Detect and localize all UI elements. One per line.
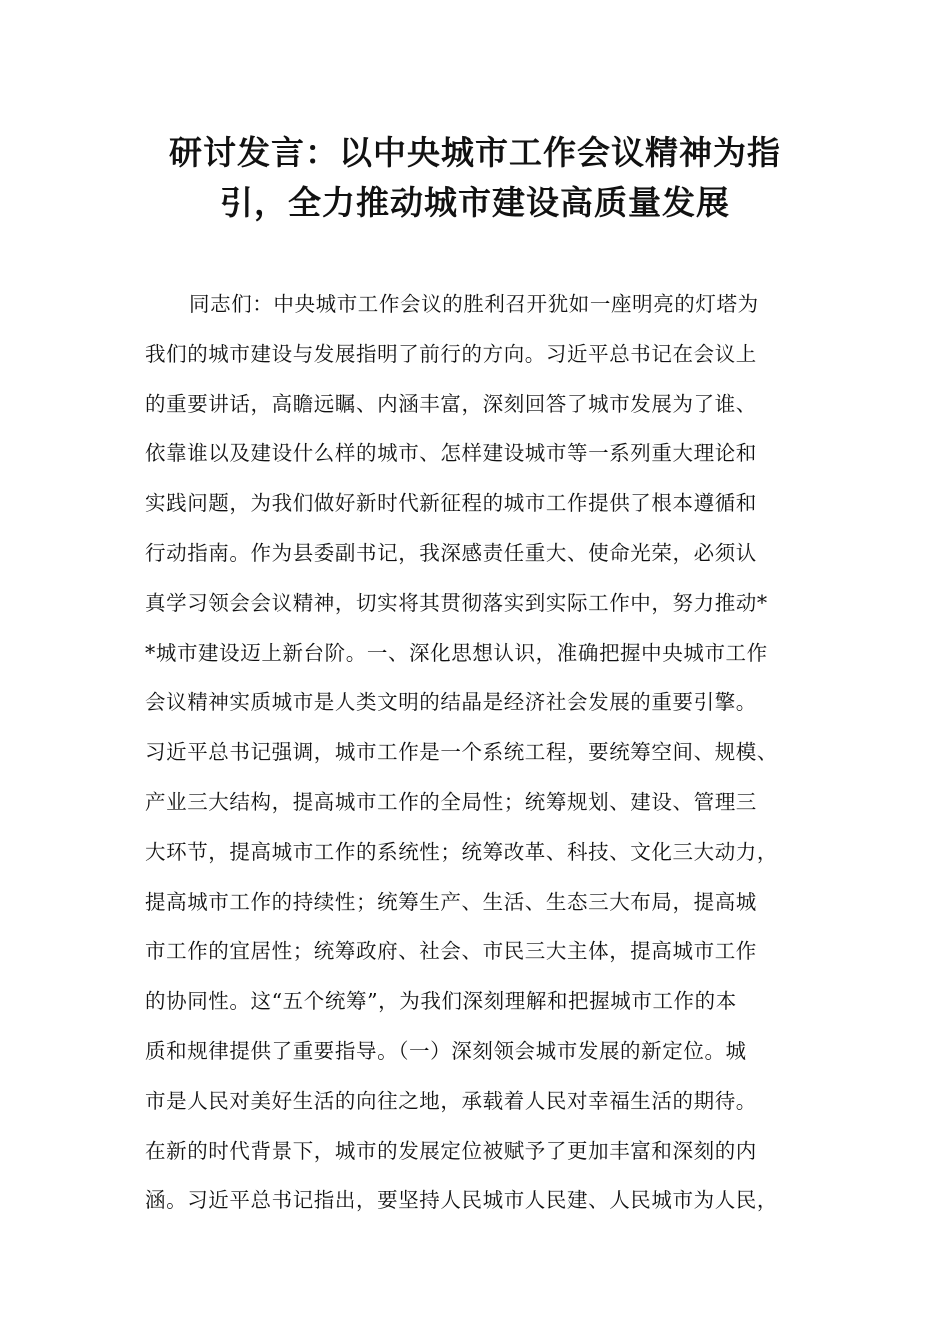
body-line: 实践问题，为我们做好新时代新征程的城市工作提供了根本遵循和: [145, 491, 757, 516]
document-title: [100, 128, 850, 228]
body-line: 提高城市工作的持续性；统筹生产、生活、生态三大布局，提高城: [145, 889, 757, 914]
body-line: 我们的城市建设与发展指明了前行的方向。习近平总书记在会议上: [145, 341, 757, 366]
body-line: 市是人民对美好生活的向往之地，承载着人民对幸福生活的期待。: [145, 1088, 757, 1113]
body-line: 大环节，提高城市工作的系统性；统筹改革、科技、文化三大动力，: [145, 839, 778, 864]
body-line: 市工作的宜居性；统筹政府、社会、市民三大主体，提高城市工作: [145, 939, 757, 964]
body-line: 行动指南。作为县委副书记，我深感责任重大、使命光荣，必须认: [145, 540, 757, 565]
body-line: 习近平总书记强调，城市工作是一个系统工程，要统筹空间、规模、: [145, 740, 778, 765]
body-line: 依靠谁以及建设什么样的城市、怎样建设城市等一系列重大理论和: [145, 441, 757, 466]
body-line: 的重要讲话，高瞻远瞩、内涵丰富，深刻回答了城市发展为了谁、: [145, 391, 757, 416]
document-body: [145, 280, 845, 1226]
body-line: 真学习领会会议精神，切实将其贯彻落实到实际工作中，努力推动*: [145, 590, 768, 615]
title-line: 引，全力推动城市建设高质量发展: [220, 183, 730, 222]
body-line: 会议精神实质城市是人类文明的结晶是经济社会发展的重要引擎。: [145, 690, 757, 715]
body-line: 同志们：中央城市工作会议的胜利召开犹如一座明亮的灯塔为: [189, 292, 759, 316]
body-line: 产业三大结构，提高城市工作的全局性；统筹规划、建设、管理三: [145, 789, 757, 814]
body-line: 的协同性。这“五个统筹”，为我们深刻理解和把握城市工作的本: [145, 989, 737, 1014]
body-line: *城市建设迈上新台阶。一、深化思想认识，准确把握中央城市工作: [145, 640, 768, 665]
title-line: 研讨发言：以中央城市工作会议精神为指: [169, 133, 781, 172]
body-line: 质和规律提供了重要指导。（一）深刻领会城市发展的新定位。城: [145, 1038, 747, 1063]
body-line: 在新的时代背景下，城市的发展定位被赋予了更加丰富和深刻的内: [145, 1138, 757, 1163]
body-line: 涵。习近平总书记指出，要坚持人民城市人民建、人民城市为人民，: [145, 1188, 778, 1213]
